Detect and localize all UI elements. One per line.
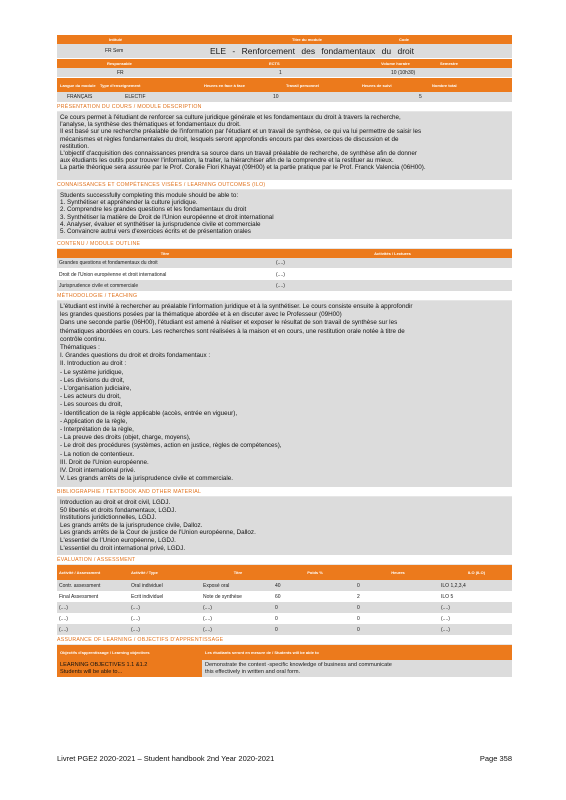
assurance-right-line: Demonstrate the context -specific knowledge of business and communicate <box>205 662 392 668</box>
methodology-line: - Application de la règle, <box>60 417 128 425</box>
eval-cell-heures: 2 <box>357 593 360 600</box>
methodology-line: thématiques abordées en cours. Les recherches sont réalisées à la maison et en cours, une restitution orale notée à titre de <box>60 327 405 335</box>
assurance-left-line: LEARNING OBJECTIVES 1.1 &1.2 <box>60 662 148 668</box>
eval-cell-ilo: (....) <box>441 615 450 622</box>
outline-cell-titre: Droit de l'Union européenne et droit international <box>59 271 167 278</box>
bibliography-line: Introduction au droit et droit civil, LGDJ. <box>60 499 171 506</box>
assurance-right-line: this effectively in written and oral form. <box>205 668 301 675</box>
header-value-responsable: FR <box>117 69 124 76</box>
eval-cell-titre: (....) <box>203 604 212 611</box>
outline-cell-activite: (....) <box>276 282 285 289</box>
methodology-line: Dans une seconde partie (06H00), l'étudiant est amené à réaliser et exposer le résultat de son travail de synthèse sur les <box>60 319 398 327</box>
eval-cell-poids: 40 <box>275 582 281 589</box>
outcomes-block <box>57 190 512 239</box>
presentation-line: aux étudiants les outils pour trouver l'information, la traiter, la hiérarchiser afin de la comprendre et la restituer au mieux. <box>60 157 394 165</box>
header-label-responsable: Responsable <box>107 61 132 66</box>
outline-row <box>57 280 512 291</box>
header-label-semestre: Semestre <box>440 61 459 66</box>
presentation-line: La partie théorique sera assurée par le Prof. Coralie Flori Khayat (09H00) et la partie pratique par le Prof. Franck Valencia (06H00). <box>60 164 426 172</box>
header-row-3 <box>57 59 512 68</box>
outcome-line: 2. Comprendre les grandes questions et les fondamentaux du droit <box>60 206 247 214</box>
eval-header-heures: Heures <box>391 570 405 575</box>
outline-cell-titre: Jurisprudence civile et commerciale <box>59 282 139 289</box>
assurance-right-cell <box>202 660 512 677</box>
header-value-col1: FR Sem <box>105 48 124 54</box>
outcome-line: 4. Analyser, évaluer et synthétiser la jurisprudence civile et commerciale <box>60 220 261 228</box>
methodology-line: Thématiques : <box>60 344 100 352</box>
eval-cell-activite: (....) <box>59 626 68 633</box>
eval-cell-poids: 60 <box>275 593 281 600</box>
eval-cell-heures: 0 <box>357 604 360 611</box>
outcome-line: 5. Convaincre autrui vers d'exercices écrits et de présentation orales <box>60 228 251 236</box>
eval-cell-heures: 0 <box>357 626 360 633</box>
evaluation-row <box>57 580 512 591</box>
header-value-type: ÉLECTIF <box>125 94 146 100</box>
section-title-methodologie: MÉTHODOLOGIE / TEACHING <box>57 292 512 301</box>
bibliography-line: Les grands arrêts de la jurisprudence civile, Dalloz. <box>60 521 203 529</box>
assurance-left-cell <box>57 660 202 677</box>
header-label-ects: ECTS <box>269 61 280 66</box>
eval-cell-titre: Exposé oral <box>203 582 230 589</box>
methodology-line: - Interprétation de la règle, <box>60 426 134 434</box>
eval-cell-ilo: ILO 5 <box>441 593 454 600</box>
bibliography-line: Les grands arrêts de la Cour de justice de l'Union européenne, Dalloz. <box>60 529 256 537</box>
eval-header-ilo: ILO (ILO) <box>467 570 486 575</box>
outline-row <box>57 269 512 280</box>
methodology-line: II. Introduction au droit : <box>60 360 127 368</box>
outcome-line: Students successfully completing this module should be able to: <box>60 192 239 199</box>
header-row-2 <box>57 44 512 59</box>
eval-cell-activite: (....) <box>59 604 68 611</box>
bibliography-line: Institutions juridictionnelles, LGDJ. <box>60 514 157 522</box>
evaluation-row <box>57 613 512 624</box>
outline-header-titre: Titre <box>160 251 170 256</box>
assurance-header-left: Objectifs d'apprentissage / Learning objectives <box>60 650 150 655</box>
eval-header-activite: Activité / Assessment <box>59 570 101 575</box>
header-value-langue: FRANÇAIS <box>67 94 93 100</box>
methodology-line: - Les acteurs du droit, <box>60 393 121 401</box>
methodology-line: I. Grandes questions du droit et droits fondamentaux : <box>60 352 211 360</box>
outline-cell-titre: Grandes questions et fondamentaux du droit <box>59 260 158 266</box>
eval-header-type: Activité / Type <box>131 570 158 575</box>
eval-cell-poids: 0 <box>275 604 278 611</box>
methodology-line: III. Droit de l'Union européenne. <box>60 458 149 466</box>
presentation-line: Il est basé sur une recherche préalable de l'information par l'étudiant et un travail de synthèse, ce qui va lui permettre de saisir les <box>60 128 422 136</box>
methodology-line: les grandes questions posées par la thématique abordée et à en discuter avec le Professeur (09H00) <box>60 311 342 319</box>
methodology-line: - La notion de contentieux. <box>60 450 135 458</box>
outline-header-activites: Activités / Lectures <box>374 251 411 256</box>
section-title-competences: CONNAISSANCES ET COMPÉTENCES VISÉES / LEARNING OUTCOMES (ILO) <box>57 181 512 190</box>
header-value-face: 10 <box>273 94 279 100</box>
footer-handbook-title: Livret PGE2 2020-2021 – Student handbook 2nd Year 2020-2021 <box>57 754 275 763</box>
assurance-header-right: Les étudiants seront en mesure de / Students will be able to <box>205 650 319 655</box>
section-title-presentation: PRÉSENTATION DU COURS / MODULE DESCRIPTION <box>57 103 512 112</box>
eval-cell-ilo: (....) <box>441 626 450 633</box>
header-label-total: Nombre total <box>432 82 457 88</box>
outcome-line: 3. Synthétiser la matière de Droit de l'Union européenne et droit international <box>60 213 274 221</box>
eval-cell-heures: 0 <box>357 615 360 622</box>
evaluation-row <box>57 602 512 613</box>
eval-cell-type: Oral individuel <box>131 582 163 589</box>
eval-cell-type: (....) <box>131 604 140 611</box>
eval-cell-type: (....) <box>131 626 140 633</box>
header-label-titre: Titre du module <box>292 37 322 42</box>
methodology-line: V. Les grands arrêts de la jurisprudence civile et commerciale. <box>60 475 234 483</box>
methodology-line: - Identification de la règle applicable (accès, entrée en vigueur), <box>60 409 238 417</box>
header-label-volume: Volume horaire <box>381 61 410 66</box>
presentation-block <box>57 112 512 180</box>
bibliography-block <box>57 497 512 555</box>
header-label-langue: Langue du module <box>60 82 96 88</box>
header-row-6 <box>57 92 512 102</box>
section-title-contenu: CONTENU / MODULE OUTLINE <box>57 240 512 249</box>
eval-cell-ilo: ILO 1,2,3,4 <box>441 582 466 589</box>
header-row-4 <box>57 68 512 78</box>
methodology-line: - Le système juridique, <box>60 368 124 376</box>
document-page <box>57 35 512 677</box>
outline-cell-activite: (....) <box>276 260 285 266</box>
methodology-line: IV. Droit international privé. <box>60 467 136 475</box>
header-value-total: 5 <box>419 94 422 100</box>
section-title-bibliographie: BIBLIOGRAPHIE / TEXTBOOK AND OTHER MATERIAL <box>57 488 512 497</box>
assurance-header-row <box>57 645 512 660</box>
header-label-code: Code <box>399 37 409 42</box>
bibliography-line: L'essentiel du droit international privé, LGDJ. <box>60 544 186 552</box>
presentation-line: restitution. <box>60 142 90 150</box>
header-value-ects: 1 <box>279 69 282 76</box>
outline-header-row <box>57 249 512 258</box>
presentation-line: mécanismes et règles fondamentales du droit, lesquels seront approfondis encours par des exercices de discussion et de <box>60 135 399 143</box>
section-title-evaluation: ÉVALUATION / ASSESSMENT <box>57 556 512 565</box>
methodology-line: - L'organisation judiciaire, <box>60 385 132 393</box>
evaluation-rows <box>57 580 512 635</box>
presentation-line: Ce cours permet à l'étudiant de renforcer sa culture juridique générale et les fondamentaux du droit à travers la recherche, <box>60 114 401 121</box>
header-value-volume: 10 (10h30) <box>391 69 416 76</box>
header-row-5 <box>57 78 512 92</box>
methodology-line: L'étudiant est invité à rechercher au préalable l'information juridique et à la synthétiser. Le cours consiste ensuite à approfondir <box>60 303 413 310</box>
eval-cell-titre: Note de synthèse <box>203 593 242 600</box>
outline-row <box>57 258 512 269</box>
outline-cell-activite: (....) <box>276 271 285 278</box>
methodology-block <box>57 301 512 487</box>
page-footer <box>57 754 512 763</box>
eval-cell-type: (....) <box>131 615 140 622</box>
evaluation-row <box>57 591 512 602</box>
eval-cell-titre: (....) <box>203 626 212 633</box>
module-title: ELE - Renforcement des fondamentaux du droit <box>210 46 415 56</box>
bibliography-line: L'essentiel de l'Union européenne, LGDJ. <box>60 536 176 544</box>
section-title-assurance: ASSURANCE OF LEARNING / OBJECTIFS D'APPRENTISSAGE <box>57 636 512 645</box>
presentation-line: l'analyse, la synthèse des thématiques et fondamentaux du droit. <box>60 121 241 129</box>
bibliography-line: 50 libertés et droits fondamentaux, LGDJ. <box>60 506 177 514</box>
eval-cell-ilo: (....) <box>441 604 450 611</box>
header-label-suivi: Heures de suivi <box>362 82 392 88</box>
methodology-line: - Les sources du droit, <box>60 401 123 409</box>
eval-cell-poids: 0 <box>275 615 278 622</box>
assurance-row <box>57 660 512 677</box>
header-label-face: Heures en face à face <box>204 82 245 88</box>
eval-cell-activite: (....) <box>59 615 68 622</box>
eval-header-titre: Titre <box>233 570 243 575</box>
eval-cell-activite: Contr. assessment <box>59 582 101 589</box>
methodology-line: contrôle continu. <box>60 335 107 343</box>
eval-cell-type: Écrit individuel <box>131 593 164 600</box>
presentation-line: L'objectif d'acquisition des connaissances prendra sa source dans un travail préalable de recherche, de synthèse afin de donner <box>60 150 418 158</box>
methodology-line: - Les divisions du droit, <box>60 376 125 384</box>
eval-cell-heures: 0 <box>357 582 360 589</box>
eval-cell-activite: Final Assessment <box>59 593 99 600</box>
evaluation-row <box>57 624 512 635</box>
methodology-line: - Le droit des procédures (systèmes, action en justice, règles de compétences), <box>60 442 282 450</box>
outcome-line: 1. Synthétiser et appréhender la culture juridique. <box>60 199 198 207</box>
footer-page-number: Page 358 <box>479 754 512 763</box>
header-label-type: Type d'enseignement <box>100 82 141 88</box>
methodology-line: - La preuve des droits (objet, charge, moyens), <box>60 434 191 442</box>
eval-header-poids: Poids % <box>307 570 323 575</box>
header-row-1 <box>57 35 512 44</box>
evaluation-header-row <box>57 565 512 580</box>
header-label-perso: Travail personnel <box>286 82 319 88</box>
assurance-left-line: Students will be able to... <box>60 668 123 675</box>
header-label-intitule: Intitulé <box>109 37 123 42</box>
eval-cell-poids: 0 <box>275 626 278 633</box>
eval-cell-titre: (....) <box>203 615 212 622</box>
